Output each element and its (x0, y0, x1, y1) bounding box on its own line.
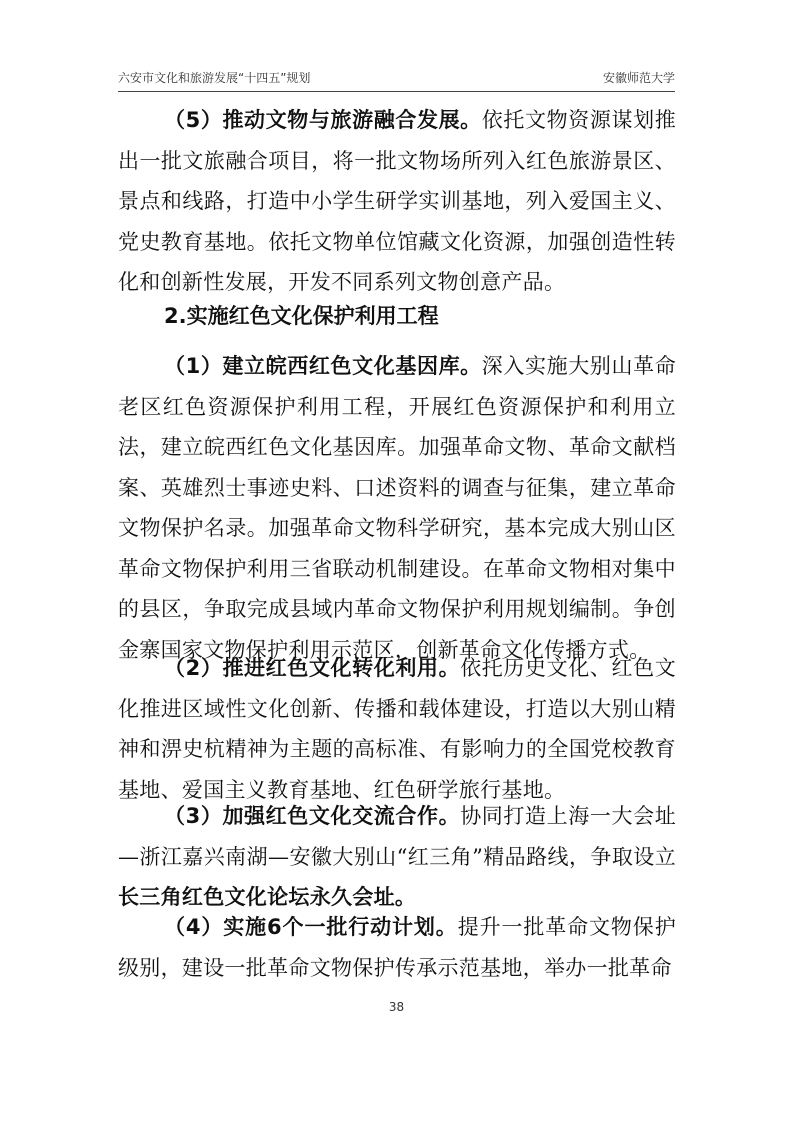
header-document-title: 六安市文化和旅游发展“十四五”规划 (118, 71, 311, 85)
section-heading: 2.实施红色文化保护利用工程 (164, 304, 439, 328)
paragraph-tail-bold: 长三角红色文化论坛永久会址。 (118, 885, 417, 909)
page-number: 38 (388, 1000, 405, 1014)
paragraph-lead: （2）推进红色文化转化利用。 (164, 656, 461, 680)
paragraph-lead: （3）加强红色文化交流合作。 (164, 804, 461, 828)
paragraph-body: 依托历史文化、红色文化推进区域性文化创新、传播和载体建设，打造以大别山精神和淠史杭精神为主题的高标准、有影响力的全国党校教育基地、爱国主义教育基地、红色研学旅行基地。 (118, 656, 676, 802)
paragraph-lead: （5）推动文物与旅游融合发展。 (164, 108, 482, 132)
paragraph-body: 依托文物资源谋划推出一批文旅融合项目，将一批文物场所列入红色旅游景区、景点和线路，打造中小学生研学实训基地，列入爱国主义、党史教育基地。依托文物单位馆藏文化资源，加强创造性转化和创新性发展，开发不同系列文物创意产品。 (118, 108, 676, 294)
paragraph-red-culture-exchange (118, 796, 676, 918)
header-institution: 安徽师范大学 (602, 71, 675, 85)
paragraph-body: 协同打造上海一大会址—浙江嘉兴南湖—安徽大别山“红三角”精品路线，争取设立 (118, 804, 676, 869)
paragraph-red-culture-transformation (118, 648, 676, 810)
running-header (118, 69, 675, 89)
paragraph-cultural-relics-tourism (118, 100, 676, 303)
paragraph-body: 深入实施大别山革命老区红色资源保护利用工程，开展红色资源保护和利用立法，建立皖西红色文化基因库。加强革命文物、革命文献档案、英雄烈士事迹史料、口述资料的调查与征集，建立革命文物保护名录。加强革命文物科学研究，基本完成大别山区革命文物保护利用三省联动机制建设。在革命文物相对集中的县区，争取完成县域内革命文物保护利用规划编制。争创金寨国家文物保护利用示范区，创新革命文化传播方式。 (118, 354, 676, 662)
paragraph-lead: （1）建立皖西红色文化基因库。 (164, 354, 482, 378)
paragraph-six-batch-action-plan (118, 907, 676, 988)
paragraph-lead: （4）实施6个一批行动计划。 (164, 915, 458, 939)
header-divider (118, 91, 675, 92)
paragraph-red-culture-gene-bank (118, 346, 676, 670)
paragraph-body: 提升一批革命文物保护级别，建设一批革命文物保护传承示范基地，举办一批革命 (118, 915, 676, 980)
